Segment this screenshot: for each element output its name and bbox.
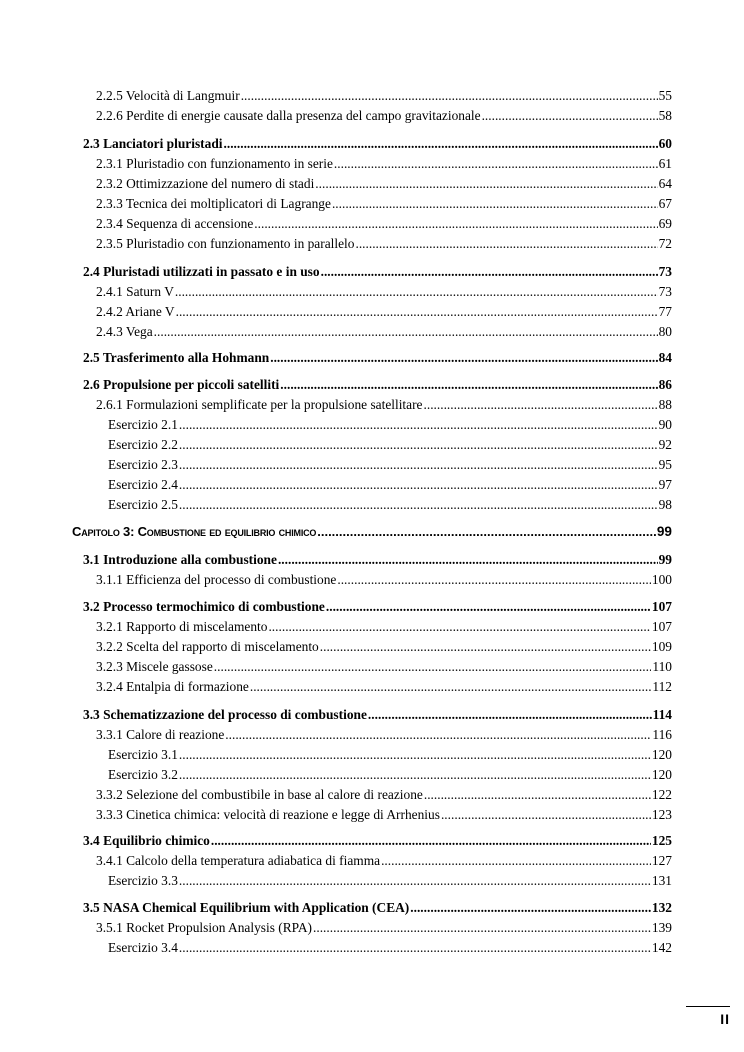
toc-exercise[interactable] <box>108 416 672 434</box>
dot-leader <box>214 658 652 676</box>
toc-subsection[interactable] <box>96 919 672 937</box>
toc-entry-title: Esercizio 2.2 <box>108 437 178 452</box>
dot-leader <box>317 523 656 541</box>
toc-entry-page: 100 <box>651 572 672 587</box>
toc-entry-title: 2.4.3 Vega <box>96 324 153 339</box>
dot-leader <box>241 87 658 105</box>
toc-subsection[interactable] <box>96 215 672 233</box>
toc-exercise[interactable] <box>108 746 672 764</box>
toc-entry-page: 109 <box>651 639 672 654</box>
toc-entry-title: 2.3.1 Pluristadio con funzionamento in serie <box>96 156 333 171</box>
dot-leader <box>381 852 651 870</box>
toc-subsection[interactable] <box>96 638 672 656</box>
dot-leader <box>179 476 658 494</box>
toc-entry-title: Esercizio 3.4 <box>108 940 178 955</box>
toc-entry-page: 123 <box>651 807 672 822</box>
toc-entry-title: 2.6 Propulsione per piccoli satelliti <box>83 377 280 392</box>
dot-leader <box>410 899 651 917</box>
toc-entry-page: 110 <box>652 659 672 674</box>
dot-leader <box>320 638 651 656</box>
toc-entry-page: 120 <box>651 747 672 762</box>
toc-exercise[interactable] <box>108 872 672 890</box>
toc-subsection[interactable] <box>96 175 672 193</box>
toc-entry-page: 122 <box>651 787 672 802</box>
toc-entry-title: Esercizio 2.4 <box>108 477 178 492</box>
dot-leader <box>179 766 651 784</box>
dot-leader <box>179 746 651 764</box>
toc-exercise[interactable] <box>108 766 672 784</box>
toc-subsection[interactable] <box>96 726 672 744</box>
toc-entry-title: Esercizio 2.1 <box>108 417 178 432</box>
toc-entry-page: 142 <box>651 940 672 955</box>
toc-subsection[interactable] <box>96 323 672 341</box>
dot-leader <box>441 806 651 824</box>
toc-section[interactable] <box>83 899 672 917</box>
toc-entry-title: 3.4 Equilibrio chimico <box>83 833 210 848</box>
toc-subsection[interactable] <box>96 107 672 125</box>
toc-entry-page: 99 <box>656 524 672 539</box>
toc-entry-title: 3.2.1 Rapporto di miscelamento <box>96 619 268 634</box>
toc-entry-page: 86 <box>658 377 672 392</box>
toc-subsection[interactable] <box>96 87 672 105</box>
toc-entry-title: 3.5.1 Rocket Propulsion Analysis (RPA) <box>96 920 313 935</box>
toc-exercise[interactable] <box>108 476 672 494</box>
toc-entry-page: 127 <box>651 853 672 868</box>
dot-leader <box>254 215 657 233</box>
toc-entry-title: 2.3 Lanciatori pluristadi <box>83 136 223 151</box>
dot-leader <box>154 323 658 341</box>
toc-subsection[interactable] <box>96 195 672 213</box>
toc-entry-title: 2.6.1 Formulazioni semplificate per la propulsione satellitare <box>96 397 423 412</box>
dot-leader <box>250 678 652 696</box>
dot-leader <box>225 726 651 744</box>
dot-leader <box>211 832 651 850</box>
toc-entry-title: 3.2 Processo termochimico di combustione <box>83 599 325 614</box>
toc-entry-title: Esercizio 2.5 <box>108 497 178 512</box>
toc-section[interactable] <box>83 263 672 281</box>
dot-leader <box>315 175 657 193</box>
toc-entry-page: 125 <box>651 833 672 848</box>
dot-leader <box>337 571 651 589</box>
toc-subsection[interactable] <box>96 678 672 696</box>
toc-subsection[interactable] <box>96 303 672 321</box>
dot-leader <box>280 376 657 394</box>
dot-leader <box>332 195 658 213</box>
toc-entry-page: 132 <box>651 900 672 915</box>
toc-entry-page: 55 <box>658 88 672 103</box>
toc-entry-page: 72 <box>658 236 672 251</box>
toc-entry-title: 2.3.2 Ottimizzazione del numero di stadi <box>96 176 315 191</box>
dot-leader <box>313 919 651 937</box>
toc-entry-title: 3.1 Introduzione alla combustione <box>83 552 277 567</box>
dot-leader <box>326 598 651 616</box>
toc-subsection[interactable] <box>96 658 672 676</box>
toc-entry-title: 3.3 Schematizzazione del processo di combustione <box>83 707 367 722</box>
toc-entry-title: Capitolo 3: Combustione ed equilibrio chimico <box>72 524 317 539</box>
dot-leader <box>224 135 658 153</box>
toc-entry-title: 2.3.3 Tecnica dei moltiplicatori di Lagrange <box>96 196 331 211</box>
toc-entry-page: 120 <box>651 767 672 782</box>
toc-entry-page: 95 <box>658 457 672 472</box>
toc-entry-title: Esercizio 2.3 <box>108 457 178 472</box>
toc-exercise[interactable] <box>108 939 672 957</box>
toc-entry-page: 92 <box>658 437 672 452</box>
toc-entry-title: 2.4 Pluristadi utilizzati in passato e in uso <box>83 264 320 279</box>
toc-entry-title: 2.2.5 Velocità di Langmuir <box>96 88 240 103</box>
toc-entry-title: 3.3.2 Selezione del combustibile in base al calore di reazione <box>96 787 423 802</box>
toc-entry-page: 67 <box>658 196 672 211</box>
toc-section[interactable] <box>83 349 672 367</box>
toc-exercise[interactable] <box>108 456 672 474</box>
toc-entry-title: 3.4.1 Calcolo della temperatura adiabatica di fiamma <box>96 853 381 868</box>
toc-entry-page: 90 <box>658 417 672 432</box>
dot-leader <box>424 396 658 414</box>
toc-entry-page: 97 <box>658 477 672 492</box>
toc-subsection[interactable] <box>96 396 672 414</box>
toc-section[interactable] <box>83 135 672 153</box>
toc-subsection[interactable] <box>96 155 672 173</box>
toc-section[interactable] <box>83 706 672 724</box>
toc-entry-title: 3.2.4 Entalpia di formazione <box>96 679 249 694</box>
toc-entry-title: 3.1.1 Efficienza del processo di combustione <box>96 572 337 587</box>
toc-chapter[interactable] <box>72 523 672 541</box>
toc-entry-page: 99 <box>658 552 672 567</box>
toc-entry-title: 3.3.3 Cinetica chimica: velocità di reazione e legge di Arrhenius <box>96 807 440 822</box>
toc-entry-page: 64 <box>658 176 672 191</box>
toc-entry-title: 2.4.1 Saturn V <box>96 284 174 299</box>
toc-entry-title: 3.5 NASA Chemical Equilibrium with Application (CEA) <box>83 900 410 915</box>
toc-exercise[interactable] <box>108 436 672 454</box>
toc-entry-page: 131 <box>651 873 672 888</box>
toc-entry-page: 58 <box>658 108 672 123</box>
toc-subsection[interactable] <box>96 852 672 870</box>
toc-subsection[interactable] <box>96 786 672 804</box>
toc-entry-page: 84 <box>658 350 672 365</box>
toc-entry-page: 107 <box>651 599 672 614</box>
dot-leader <box>334 155 658 173</box>
toc-subsection[interactable] <box>96 283 672 301</box>
footer-rule <box>686 1006 730 1007</box>
toc-entry-page: 77 <box>658 304 672 319</box>
toc-subsection[interactable] <box>96 806 672 824</box>
dot-leader <box>176 303 658 321</box>
dot-leader <box>321 263 658 281</box>
toc-entry-page: 112 <box>652 679 672 694</box>
toc-section[interactable] <box>83 551 672 569</box>
toc-entry-page: 73 <box>658 284 672 299</box>
toc-entry-page: 139 <box>651 920 672 935</box>
toc-entry-page: 61 <box>658 156 672 171</box>
toc-entry-title: 2.3.5 Pluristadio con funzionamento in parallelo <box>96 236 355 251</box>
toc-entry-page: 60 <box>658 136 672 151</box>
toc-section[interactable] <box>83 832 672 850</box>
toc-exercise[interactable] <box>108 496 672 514</box>
toc-entry-title: 3.3.1 Calore di reazione <box>96 727 225 742</box>
toc-section[interactable] <box>83 376 672 394</box>
toc-entry-title: 2.4.2 Ariane V <box>96 304 175 319</box>
dot-leader <box>179 456 658 474</box>
toc-entry-title: 2.5 Trasferimento alla Hohmann <box>83 350 270 365</box>
toc-entry-title: 3.2.3 Miscele gassose <box>96 659 213 674</box>
toc-section[interactable] <box>83 598 672 616</box>
toc-entry-page: 80 <box>658 324 672 339</box>
dot-leader <box>482 107 658 125</box>
dot-leader <box>278 551 658 569</box>
toc-entry-page: 116 <box>652 727 672 742</box>
toc-entry-page: 98 <box>658 497 672 512</box>
dot-leader <box>268 618 650 636</box>
dot-leader <box>368 706 652 724</box>
toc-entry-page: 107 <box>651 619 672 634</box>
toc-entry-page: 114 <box>652 707 672 722</box>
page-number: II <box>720 1011 730 1027</box>
toc-entry-page: 69 <box>658 216 672 231</box>
toc-subsection[interactable] <box>96 571 672 589</box>
dot-leader <box>175 283 658 301</box>
dot-leader <box>179 436 658 454</box>
toc-entry-title: 2.3.4 Sequenza di accensione <box>96 216 254 231</box>
toc-subsection[interactable] <box>96 618 672 636</box>
toc-entry-title: Esercizio 3.2 <box>108 767 178 782</box>
toc-entry-page: 73 <box>658 264 672 279</box>
toc-subsection[interactable] <box>96 235 672 253</box>
dot-leader <box>355 235 657 253</box>
dot-leader <box>424 786 651 804</box>
toc-entry-title: 2.2.6 Perdite di energie causate dalla presenza del campo gravitazionale <box>96 108 481 123</box>
dot-leader <box>179 939 651 957</box>
dot-leader <box>270 349 657 367</box>
dot-leader <box>179 872 651 890</box>
toc-entry-title: Esercizio 3.3 <box>108 873 178 888</box>
toc-entry-title: Esercizio 3.1 <box>108 747 178 762</box>
toc-entry-page: 88 <box>658 397 672 412</box>
toc-entry-title: 3.2.2 Scelta del rapporto di miscelamento <box>96 639 319 654</box>
dot-leader <box>179 416 658 434</box>
dot-leader <box>179 496 658 514</box>
